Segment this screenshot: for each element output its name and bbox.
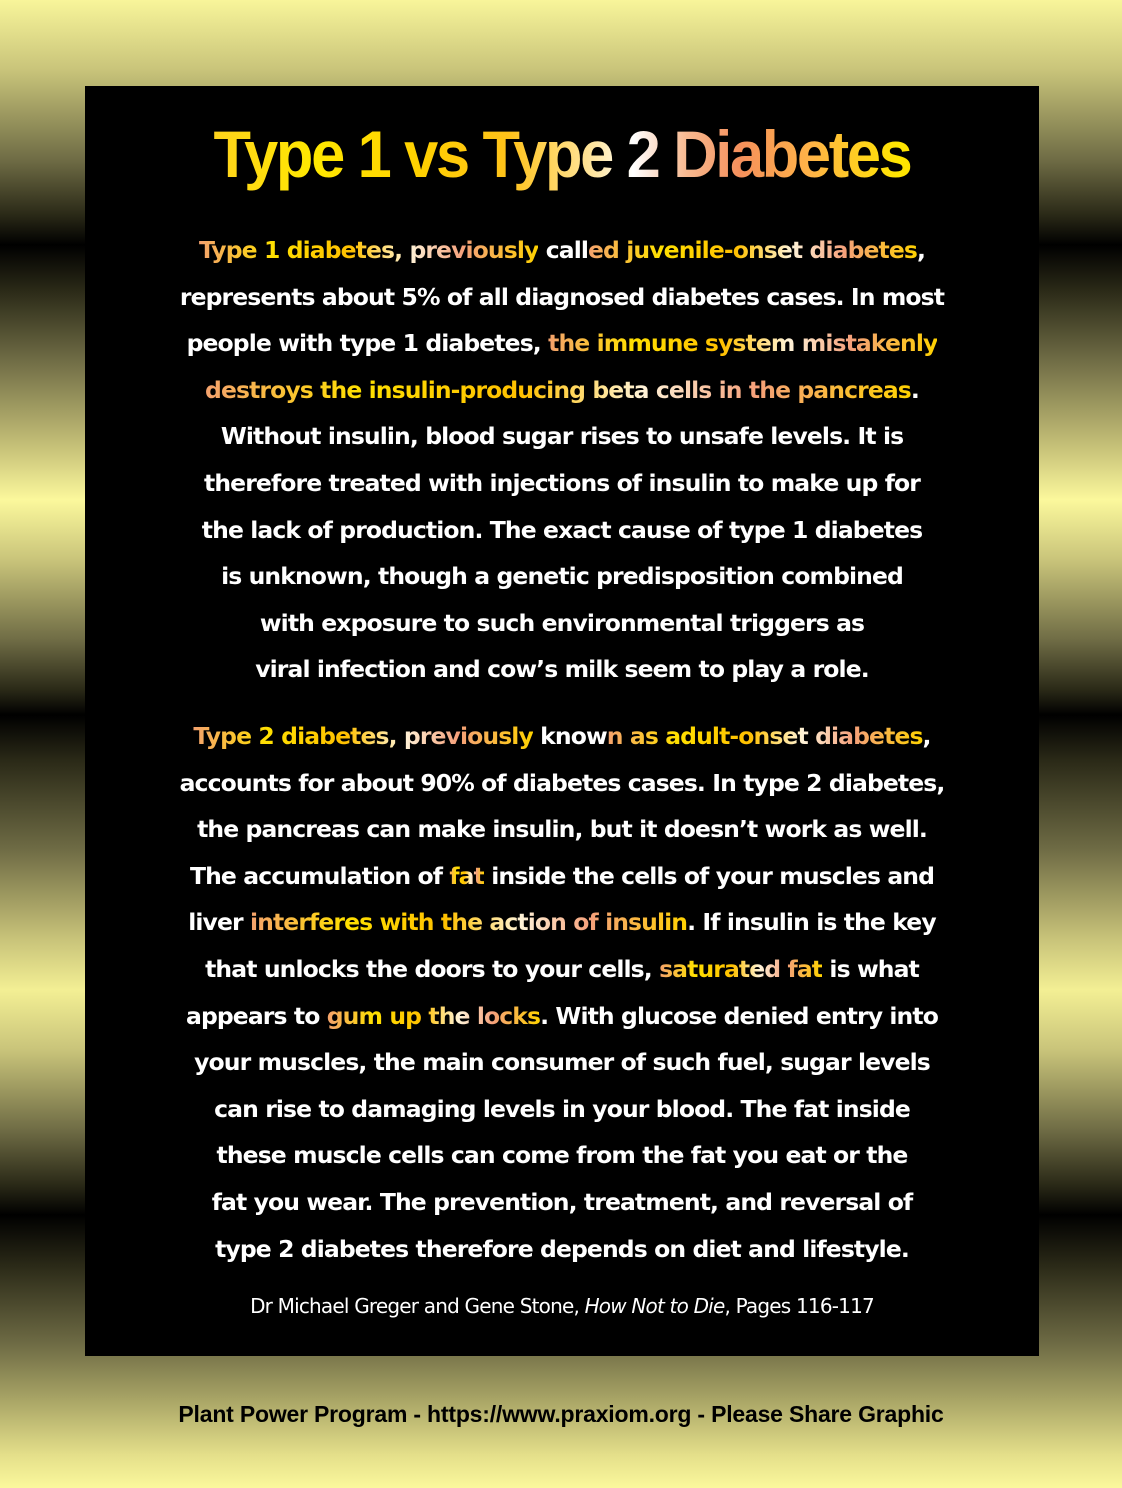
text-segment: viral infection and cow’s milk seem to play a role. bbox=[255, 655, 869, 684]
text-line bbox=[85, 320, 1039, 367]
text-line bbox=[85, 274, 1039, 321]
text-segment: the lack of production. The exact cause of type 1 diabetes bbox=[201, 515, 923, 544]
text-segment: , bbox=[922, 722, 931, 750]
text-line bbox=[85, 1132, 1039, 1179]
text-line bbox=[85, 227, 1039, 274]
text-segment: . If insulin is the key bbox=[687, 908, 936, 937]
text-segment: The accumulation of bbox=[189, 861, 450, 890]
highlighted-phrase: ed juvenile-onset diabetes bbox=[588, 236, 918, 264]
text-line bbox=[85, 1226, 1039, 1273]
text-line bbox=[85, 853, 1039, 900]
text-line bbox=[85, 646, 1039, 693]
text-line bbox=[85, 806, 1039, 853]
citation-authors: Dr Michael Greger and Gene Stone, bbox=[250, 1294, 585, 1318]
text-line bbox=[85, 1179, 1039, 1226]
highlighted-phrase: Type 2 diabetes, previously bbox=[193, 722, 533, 750]
text-segment: . With glucose denied entry into bbox=[540, 1001, 938, 1030]
text-segment: call bbox=[538, 236, 589, 264]
highlighted-phrase: saturated fat bbox=[659, 954, 823, 983]
text-line bbox=[85, 899, 1039, 946]
highlighted-phrase: interferes with the action of insulin bbox=[249, 908, 688, 937]
text-segment: inside the cells of your muscles and bbox=[483, 861, 935, 890]
text-segment: people with type 1 diabetes, bbox=[186, 329, 549, 358]
highlighted-phrase: the immune system mistakenly bbox=[548, 329, 938, 358]
text-line bbox=[85, 600, 1039, 647]
highlighted-phrase: fat bbox=[449, 861, 484, 890]
type2-paragraph bbox=[85, 713, 1039, 1272]
text-segment: , bbox=[917, 236, 926, 264]
highlighted-phrase: destroys the insulin-producing beta cells in the pancreas bbox=[205, 375, 911, 404]
text-segment: can rise to damaging levels in your blood. The fat inside bbox=[214, 1094, 910, 1123]
poster-title: Type 1 vs Type 2 Diabetes bbox=[118, 114, 1005, 194]
highlighted-phrase: gum up the locks bbox=[326, 1001, 541, 1030]
text-line bbox=[85, 1086, 1039, 1133]
text-line bbox=[85, 507, 1039, 554]
text-line bbox=[85, 460, 1039, 507]
text-line bbox=[85, 367, 1039, 414]
footer-credit: Plant Power Program - https://www.praxiom.org - Please Share Graphic bbox=[178, 1401, 944, 1427]
text-segment: type 2 diabetes therefore depends on diet and lifestyle. bbox=[215, 1234, 909, 1263]
text-line bbox=[85, 760, 1039, 807]
text-segment: know bbox=[532, 722, 607, 750]
content-panel bbox=[85, 86, 1039, 1356]
text-segment: the pancreas can make insulin, but it doesn’t work as well. bbox=[197, 815, 927, 844]
text-segment: therefore treated with injections of insulin to make up for bbox=[204, 468, 920, 497]
citation bbox=[85, 1294, 1039, 1318]
citation-book-title: How Not to Die bbox=[584, 1294, 725, 1318]
text-line bbox=[85, 553, 1039, 600]
text-segment: appears to bbox=[186, 1001, 327, 1030]
highlighted-phrase: Type 1 diabetes, previously bbox=[198, 236, 539, 264]
type1-paragraph bbox=[85, 227, 1039, 693]
text-segment: your muscles, the main consumer of such fuel, sugar levels bbox=[194, 1048, 930, 1077]
highlighted-phrase: n as adult-onset diabetes bbox=[606, 722, 923, 750]
text-segment: liver bbox=[188, 908, 250, 937]
text-line bbox=[85, 713, 1039, 760]
text-line bbox=[85, 1039, 1039, 1086]
text-segment: that unlocks the doors to your cells, bbox=[205, 954, 660, 983]
text-segment: fat you wear. The prevention, treatment, and reversal of bbox=[211, 1187, 913, 1216]
text-segment: is unknown, though a genetic predisposition combined bbox=[221, 562, 903, 591]
text-segment: Without insulin, blood sugar rises to unsafe levels. It is bbox=[220, 422, 904, 451]
text-segment: . bbox=[910, 375, 919, 404]
citation-pages: , Pages 116-117 bbox=[724, 1294, 874, 1318]
text-line bbox=[85, 413, 1039, 460]
text-segment: these muscle cells can come from the fat you eat or the bbox=[216, 1141, 908, 1170]
text-line bbox=[85, 946, 1039, 993]
text-line bbox=[85, 993, 1039, 1040]
text-segment: represents about 5% of all diagnosed diabetes cases. In most bbox=[179, 282, 945, 311]
text-segment: with exposure to such environmental triggers as bbox=[259, 608, 865, 637]
text-segment: accounts for about 90% of diabetes cases. In type 2 diabetes, bbox=[179, 768, 945, 797]
text-segment: is what bbox=[822, 954, 919, 983]
